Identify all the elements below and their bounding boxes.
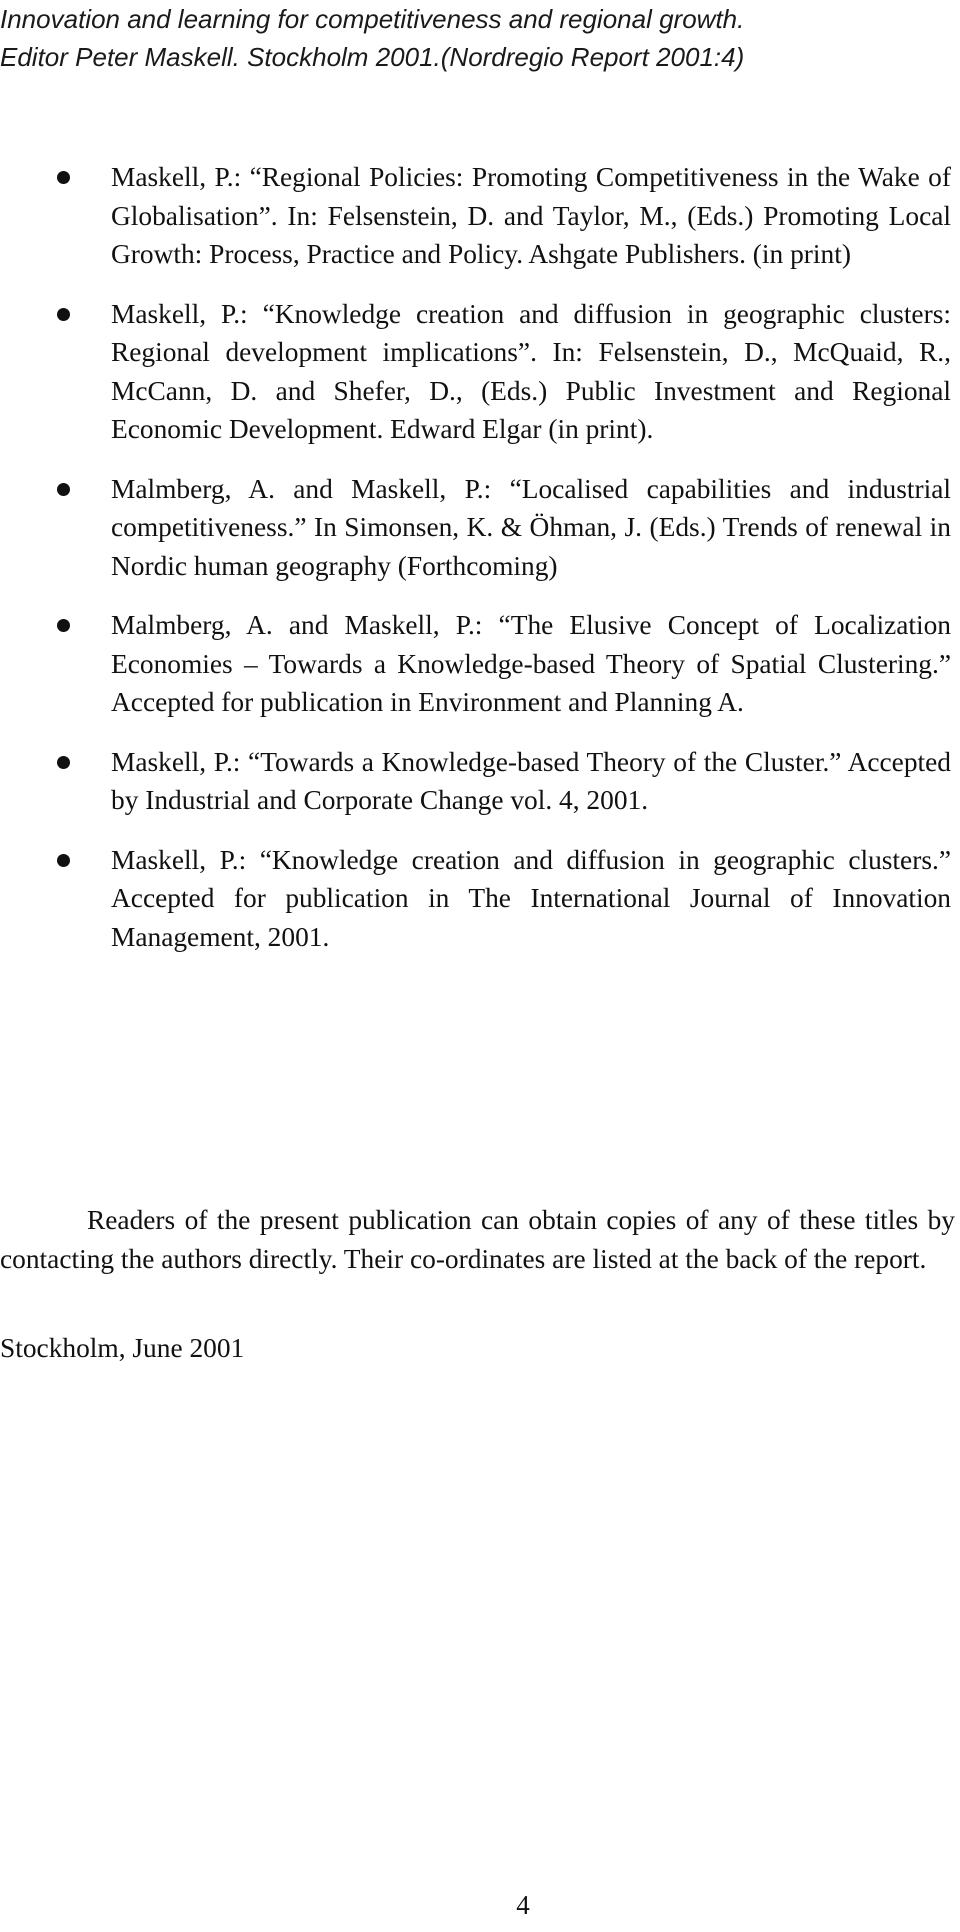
list-item: [0, 841, 951, 957]
bullet-icon: [57, 308, 70, 321]
bullet-icon: [57, 483, 70, 496]
signoff: Stockholm, June 2001: [0, 1333, 245, 1363]
reference-text: Malmberg, A. and Maskell, P.: “Localised capabilities and industrial competitiveness.” In Simonsen, K. & Öhman, J. (Eds.) Trends of renewal in Nordic human geography (Forthcoming): [111, 473, 951, 581]
closing-paragraph: Readers of the present publication can obtain copies of any of these titles by contacting the authors directly. Their co-ordinates are listed at the back of the report.: [0, 1205, 955, 1274]
reference-list: [0, 158, 960, 956]
page-number: 4: [516, 1890, 530, 1920]
list-item: [0, 295, 951, 449]
bullet-icon: [57, 756, 70, 769]
header-line-2: Editor Peter Maskell. Stockholm 2001.(Nordregio Report 2001:4): [0, 42, 745, 72]
running-header: [0, 0, 960, 76]
reference-text: Maskell, P.: “Knowledge creation and diffusion in geographic clusters: Regional development implications”. In: Felsenstein, D., McQuaid, R., McCann, D. and Shefer, D., (Eds.) Public Investment and Regional Economic Development. Edward Elgar (in print).: [111, 298, 951, 444]
list-item: [0, 606, 951, 722]
reference-text: Maskell, P.: “Towards a Knowledge-based Theory of the Cluster.” Accepted by Industrial and Corporate Change vol. 4, 2001.: [111, 746, 951, 815]
bullet-icon: [57, 854, 70, 867]
header-line-1: Innovation and learning for competitiveness and regional growth.: [0, 4, 745, 34]
reference-text: Maskell, P.: “Regional Policies: Promoting Competitiveness in the Wake of Globalisation”. In: Felsenstein, D. and Taylor, M., (Eds.) Promoting Local Growth: Process, Practice and Policy. Ashgate Publishers. (in print): [111, 162, 951, 269]
reference-text: Maskell, P.: “Knowledge creation and diffusion in geographic clusters.” Accepted for publication in The International Journal of Innovation Management, 2001.: [111, 844, 951, 952]
reference-text: Malmberg, A. and Maskell, P.: “The Elusive Concept of Localization Economies – Towards a Knowledge-based Theory of Spatial Clustering.” Accepted for publication in Environment and Planning A.: [111, 610, 951, 717]
list-item: [0, 158, 951, 274]
bullet-icon: [57, 171, 70, 184]
bullet-icon: [57, 619, 70, 632]
list-item: [0, 470, 951, 586]
list-item: [0, 743, 951, 820]
